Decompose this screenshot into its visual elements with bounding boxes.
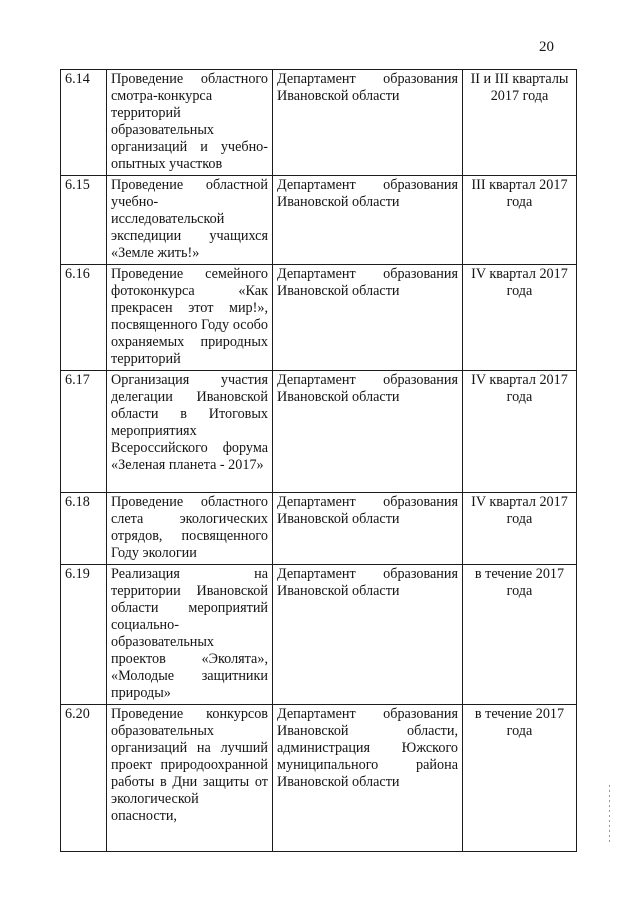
events-table <box>60 69 577 852</box>
deadline: IV квартал 2017 года <box>463 265 577 371</box>
table-row <box>61 70 577 176</box>
event-description: Проведение конкурсов образовательных организаций на лучший проект природоохранной работы в Дни защиты от экологической опасности, <box>107 705 273 852</box>
responsible-party: Департамент образования Ивановской области <box>273 265 463 371</box>
responsible-party: Департамент образования Ивановской области, администрация Южского муниципального района Ивановской области <box>273 705 463 852</box>
event-description: Проведение областного слета экологических отрядов, посвященного Году экологии <box>107 493 273 565</box>
row-number: 6.16 <box>61 265 107 371</box>
table-row <box>61 371 577 493</box>
event-description: Реализация на территории Ивановской области мероприятий социально-образовательных проектов «Эколята», «Молодые защитники природы» <box>107 565 273 705</box>
deadline: II и III кварталы 2017 года <box>463 70 577 176</box>
event-description: Проведение областного смотра-конкурса территорий образовательных организаций и учебно-опытных участков <box>107 70 273 176</box>
responsible-party: Департамент образования Ивановской области <box>273 176 463 265</box>
page-number: 20 <box>539 39 554 55</box>
deadline: III квартал 2017 года <box>463 176 577 265</box>
event-description: Проведение областной учебно-исследовательской экспедиции учащихся «Земле жить!» <box>107 176 273 265</box>
row-number: 6.15 <box>61 176 107 265</box>
responsible-party: Департамент образования Ивановской области <box>273 70 463 176</box>
table-row <box>61 565 577 705</box>
table-row <box>61 493 577 565</box>
row-number: 6.17 <box>61 371 107 493</box>
table-row <box>61 705 577 852</box>
responsible-party: Департамент образования Ивановской области <box>273 371 463 493</box>
deadline: IV квартал 2017 года <box>463 371 577 493</box>
responsible-party: Департамент образования Ивановской области <box>273 493 463 565</box>
deadline: в течение 2017 года <box>463 565 577 705</box>
row-number: 6.20 <box>61 705 107 852</box>
scan-artifact <box>609 785 610 845</box>
deadline: IV квартал 2017 года <box>463 493 577 565</box>
row-number: 6.19 <box>61 565 107 705</box>
table-row <box>61 176 577 265</box>
event-description: Организация участия делегации Ивановской области в Итоговых мероприятиях Всероссийского форума «Зеленая планета - 2017» <box>107 371 273 493</box>
responsible-party: Департамент образования Ивановской области <box>273 565 463 705</box>
table-row <box>61 265 577 371</box>
row-number: 6.18 <box>61 493 107 565</box>
row-number: 6.14 <box>61 70 107 176</box>
event-description: Проведение семейного фотоконкурса «Как прекрасен этот мир!», посвященного Году особо охраняемых природных территорий <box>107 265 273 371</box>
deadline: в течение 2017 года <box>463 705 577 852</box>
